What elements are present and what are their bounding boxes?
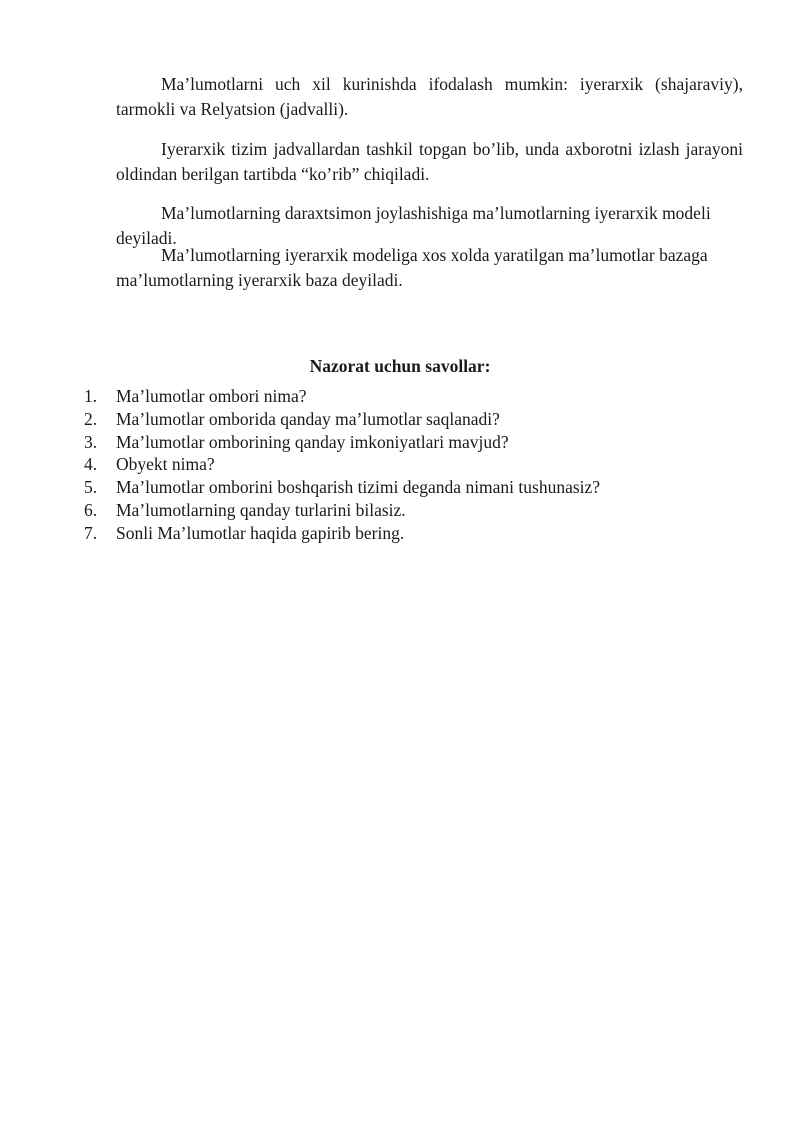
question-text: Sonli Ma’lumotlar haqida gapirib bering. xyxy=(116,522,405,543)
paragraph-hierarchical-model: Ma’lumotlarning daraxtsimon joylashishiga ma’lumotlarning iyerarxik modeli deyiladi. xyxy=(116,203,711,248)
list-item xyxy=(84,499,724,522)
question-number: 5. xyxy=(84,477,98,498)
paragraph-hierarchical-database: Ma’lumotlarning iyerarxik modeliga xos xolda yaratilgan ma’lumotlar bazaga ma’lumotlarning iyerarxik baza deyiladi. xyxy=(116,245,708,290)
question-number: 3. xyxy=(84,431,98,452)
question-text: Ma’lumotlarning qanday turlarini bilasiz. xyxy=(116,499,406,520)
question-number: 4. xyxy=(84,454,98,475)
paragraph-hierarchical-system: Iyerarxik tizim jadvallardan tashkil topgan bo’lib, unda axborotni izlash jarayoni oldindan berilgan tartibda “ko’rib” chiqiladi. xyxy=(116,139,743,184)
question-text: Ma’lumotlar ombori nima? xyxy=(116,386,307,406)
list-item xyxy=(84,408,724,431)
question-text: Ma’lumotlar omborini boshqarish tizimi deganda nimani tushunasiz? xyxy=(116,477,601,498)
paragraph-data-representation: Ma’lumotlarni uch xil kurinishda ifodalash mumkin: iyerarxik (shajaraviy), tarmokli va Relyatsion (jadvalli). xyxy=(116,74,743,119)
list-item xyxy=(84,522,724,545)
question-text: Ma’lumotlar omborining qanday imkoniyatlari mavjud? xyxy=(116,431,509,452)
list-item xyxy=(84,453,724,476)
list-item xyxy=(84,385,724,408)
question-number: 2. xyxy=(84,408,98,429)
section-heading: Nazorat uchun savollar: xyxy=(309,356,491,376)
question-number: 1. xyxy=(84,386,98,406)
list-item xyxy=(84,476,724,499)
question-number: 7. xyxy=(84,522,98,543)
list-item xyxy=(84,431,724,454)
question-number: 6. xyxy=(84,499,98,520)
question-list xyxy=(84,385,724,545)
question-text: Obyekt nima? xyxy=(116,454,215,475)
question-text: Ma’lumotlar omborida qanday ma’lumotlar saqlanadi? xyxy=(116,408,500,429)
